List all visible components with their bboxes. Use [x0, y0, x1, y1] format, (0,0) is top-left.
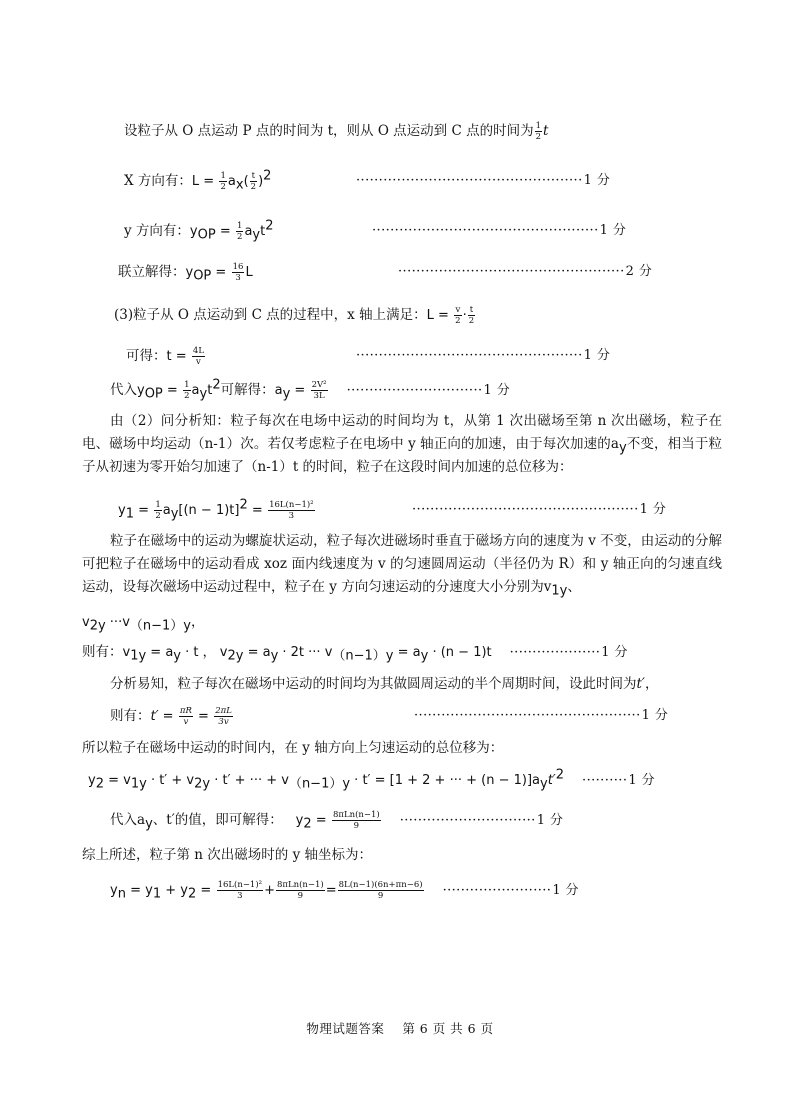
- eq: =: [162, 383, 178, 398]
- punct: ，: [645, 676, 659, 692]
- sub: y: [270, 648, 279, 664]
- sub: y: [170, 506, 179, 522]
- score: 1 分: [641, 708, 669, 723]
- sub: 2: [303, 816, 312, 832]
- score-leader: [347, 383, 511, 398]
- paren: (: [243, 174, 249, 189]
- label: y 方向有：: [124, 223, 190, 239]
- expr: · t′ + v: [146, 773, 195, 788]
- lhs: L =: [191, 174, 215, 189]
- var: y: [189, 224, 198, 239]
- sub: y: [145, 816, 153, 832]
- sub: y: [173, 648, 181, 664]
- frac-num: 16L(n−1)²: [269, 500, 314, 510]
- text: 可解得：: [220, 382, 275, 398]
- var: v: [82, 615, 90, 630]
- var: a: [191, 383, 200, 398]
- frac-den: v: [196, 357, 201, 367]
- page-number: 第 6 页 共 6 页: [402, 1021, 494, 1036]
- var: y: [137, 383, 145, 398]
- var: ···v: [105, 615, 130, 630]
- fraction: [232, 262, 245, 283]
- expr: · 2t ··· v: [278, 645, 333, 660]
- frac-num: 1: [184, 380, 190, 390]
- frac-den: 9: [353, 821, 360, 831]
- score: 1 分: [601, 645, 628, 660]
- score-leader: [356, 346, 610, 366]
- expr: = a: [243, 645, 271, 660]
- equation-velocities: [82, 642, 628, 663]
- eq: =: [290, 383, 306, 398]
- equation-y2-sum: [88, 767, 655, 792]
- line-text: (3)粒子从 O 点运动到 C 点的过程中，x 轴上满足：: [114, 307, 427, 323]
- sup: 2: [239, 497, 248, 513]
- frac-num: 8πLn(n−1): [332, 810, 380, 820]
- sub: 2y: [89, 618, 106, 634]
- paragraph-y-displacement: [82, 738, 503, 758]
- sub: 1: [152, 886, 162, 902]
- fraction: [268, 500, 315, 521]
- equation-y2-result: [110, 810, 563, 831]
- sub: x: [235, 177, 244, 193]
- expr: = v: [103, 773, 131, 788]
- label: 代入a: [110, 812, 146, 828]
- frac-num: 1: [220, 171, 226, 181]
- eq: =: [211, 265, 227, 280]
- equation-y1: [118, 497, 316, 522]
- label: 代入: [110, 382, 137, 398]
- expr: = a: [393, 645, 421, 660]
- score-leader: [582, 773, 655, 788]
- fraction: [338, 880, 424, 901]
- score: 1 分: [628, 773, 655, 788]
- page-footer: [0, 1019, 800, 1037]
- var: t: [260, 224, 266, 239]
- frac-den: 2: [468, 316, 475, 326]
- text-line-part3: [114, 305, 476, 326]
- para-text: 综上所述，粒子第 n 次出磁场时的 y 轴坐标为：: [82, 847, 372, 863]
- leader-dots: ····················: [509, 645, 601, 660]
- frac-num: 1: [535, 121, 542, 131]
- label: 可得：: [126, 348, 167, 364]
- fraction: [236, 221, 243, 242]
- var: y: [88, 773, 96, 788]
- fraction: [535, 121, 542, 142]
- frac-den: 3: [288, 511, 295, 521]
- equation-y-direction: [124, 218, 274, 243]
- frac-num: 16L(n−1)²: [217, 880, 263, 890]
- velocity-list: [82, 612, 205, 633]
- sub: 1: [125, 506, 134, 522]
- fraction: [192, 346, 205, 367]
- expr: · t′ = [1 + 2 + ··· + (n − 1)]a: [350, 773, 540, 788]
- expr: [(n − 1)t]: [178, 503, 240, 518]
- label: 则有：: [110, 708, 151, 724]
- score-leader: [398, 262, 652, 282]
- var-t: t: [543, 123, 549, 139]
- label: 则有：: [82, 644, 123, 660]
- sub: OP: [193, 268, 212, 284]
- leader-dots: ··················································: [398, 264, 625, 279]
- lhs: t′ =: [150, 709, 174, 724]
- score: 1 分: [552, 883, 579, 898]
- var: v: [122, 645, 131, 660]
- var: L: [245, 265, 253, 280]
- line-text: 设粒子从 O 点运动 P 点的时间为 t，则从 O 点运动到 C 点的时间为: [124, 123, 534, 139]
- sub: 2y: [227, 648, 244, 664]
- sub: 2y: [194, 776, 211, 792]
- paragraph-analysis-2: [82, 530, 722, 599]
- leader-dots: ··················································: [356, 348, 583, 363]
- frac-num: 4L: [192, 346, 204, 356]
- score-leader: [400, 813, 564, 828]
- var: y: [118, 503, 126, 518]
- lhs: t =: [166, 349, 187, 364]
- expr: · (n − 1)t: [428, 645, 492, 660]
- para-text: 粒子在磁场中的运动为螺旋状运动，粒子每次进磁场时垂直于磁场方向的速度为 v 不变，由运动的分解可把粒子在磁场中的运动看成 xoz 面内线速度为 v 的匀速圆周运动（半径仍为 R）和 y 轴正向的匀速直线运动，设每次磁场中运动过程中，粒子在 y 方向匀速运动的分速度大小分别为v: [82, 533, 722, 595]
- sub: 1y: [130, 776, 147, 792]
- frac-den: 2: [455, 316, 461, 326]
- var: t: [207, 383, 213, 398]
- frac-num: 2πL: [215, 706, 232, 716]
- footer-title: 物理试题答案: [306, 1021, 385, 1036]
- frac-den: 2: [220, 182, 226, 192]
- fraction: [468, 305, 475, 326]
- frac-num: πR: [179, 706, 192, 716]
- var: a: [244, 224, 253, 239]
- sub: （n−1）y: [332, 648, 394, 664]
- score-leader: [356, 171, 610, 191]
- paren: ): [258, 174, 264, 189]
- para-text: 不变，相当于粒子从初速为零开始匀加速了（n-1）t 的时间，粒子在这段时间内加速的总位移为：: [82, 436, 723, 475]
- para-text: 所以粒子在磁场中运动的时间内，在 y 轴方向上匀速运动的总位移为：: [82, 740, 504, 756]
- sub: 2: [187, 886, 197, 902]
- equation-x-direction: [124, 168, 272, 193]
- frac-den: 3v: [218, 717, 229, 727]
- fraction: [454, 305, 461, 326]
- eq: =: [133, 503, 150, 518]
- score: 1 分: [483, 383, 511, 398]
- equation-t-prime: [110, 706, 234, 727]
- para-text: 由（2）问分析知：粒子每次在电场中运动的时间均为 t，从第 1 次出磁场至第 n 次出磁场，粒子在电、磁场中均运动（n-1）次。若仅考虑粒子在电场中 y 轴正向的加速，由于每次加速的a: [82, 413, 722, 452]
- text-line-time-definition: [124, 121, 548, 142]
- frac-den: 9: [297, 891, 304, 901]
- eq: =: [196, 883, 212, 898]
- frac-den: 2: [250, 182, 257, 192]
- var: a: [162, 503, 171, 518]
- frac-num: v: [455, 305, 461, 315]
- fraction: [183, 380, 190, 401]
- leader-dots: ······························: [346, 383, 483, 398]
- frac-num: 1: [155, 500, 161, 510]
- var: y: [185, 265, 194, 280]
- sub: （n−1）y: [288, 776, 351, 792]
- score: 1 分: [599, 223, 627, 238]
- frac-den: 3: [235, 273, 241, 283]
- expr: · t′ + ··· + v: [210, 773, 289, 788]
- expr: · t ，: [181, 645, 216, 660]
- fraction: [179, 706, 193, 727]
- fraction: [214, 706, 233, 727]
- score-leader: [510, 645, 628, 660]
- equation-ay: [110, 377, 511, 402]
- sub: （n−1）y: [129, 618, 192, 634]
- fraction: [219, 171, 226, 192]
- leader-dots: ··················································: [414, 708, 641, 723]
- var: y: [295, 813, 304, 828]
- leader-dots: ··················································: [372, 223, 599, 238]
- leader-dots: ······························: [399, 813, 536, 828]
- label: 联立解得：: [118, 264, 186, 280]
- equation-solve-yop: [118, 262, 253, 283]
- score-leader: [372, 221, 626, 241]
- sub: OP: [197, 227, 216, 243]
- frac-den: 2: [535, 132, 542, 142]
- frac-den: v: [183, 717, 189, 727]
- frac-den: 2: [184, 391, 190, 401]
- punct: ，: [191, 614, 205, 630]
- frac-num: 16: [232, 262, 244, 272]
- fraction: [311, 380, 328, 401]
- frac-num: 2V²: [311, 380, 327, 390]
- var: t′: [636, 676, 645, 692]
- eq: =: [193, 709, 209, 724]
- frac-num: 8L(n−1)(6n+πn−6): [338, 880, 423, 890]
- frac-num: 8πLn(n−1): [276, 880, 324, 890]
- text: 、t′的值，即可解得：: [152, 812, 283, 828]
- para-text: 、: [567, 579, 581, 595]
- sub: y: [252, 227, 261, 243]
- leader-dots: ··················································: [412, 502, 639, 517]
- paragraph-period: [110, 674, 659, 694]
- frac-den: 9: [377, 891, 384, 901]
- frac-den: 2: [237, 232, 243, 242]
- expr: t′: [547, 773, 556, 788]
- frac-num: t: [469, 305, 474, 315]
- sup: 2: [265, 218, 274, 234]
- sub: 2: [95, 776, 104, 792]
- fraction: [332, 810, 381, 831]
- score: 1 分: [536, 813, 564, 828]
- var: a: [274, 383, 283, 398]
- score-leader: [443, 883, 579, 898]
- eq: =: [325, 883, 337, 898]
- frac-den: 3L: [313, 391, 325, 401]
- expr: = y: [125, 883, 153, 898]
- score: 2 分: [625, 264, 653, 279]
- frac-den: 3: [237, 891, 243, 901]
- equation-t: [126, 346, 206, 367]
- frac-den: 2: [155, 511, 161, 521]
- label: X 方向有：: [124, 173, 192, 189]
- expr: + y: [161, 883, 188, 898]
- sub: y: [539, 776, 548, 792]
- sup: 2: [555, 767, 565, 783]
- paragraph-analysis-1: [82, 410, 722, 479]
- score: 1 分: [583, 348, 611, 363]
- sup: 2: [263, 168, 272, 184]
- plus: +: [264, 883, 275, 898]
- eq: =: [215, 224, 231, 239]
- var: y: [110, 883, 118, 898]
- equation-yn-final: [110, 880, 579, 901]
- leader-dots: ··········: [582, 773, 628, 788]
- sub: 1y: [551, 583, 568, 599]
- fraction: [250, 171, 257, 192]
- var: a: [227, 174, 236, 189]
- leader-dots: ························: [442, 883, 552, 898]
- eq: =: [247, 503, 263, 518]
- eq: =: [311, 813, 327, 828]
- lhs: L =: [426, 308, 449, 323]
- sub: y: [199, 386, 208, 402]
- sub: y: [618, 440, 627, 456]
- score: 1 分: [639, 502, 667, 517]
- fraction: [217, 880, 264, 901]
- para-text: 分析易知，粒子每次在磁场中运动的时间均为其做圆周运动的半个周期时间，设此时间为: [110, 676, 637, 692]
- fraction: [154, 500, 161, 521]
- leader-dots: ··················································: [356, 173, 583, 188]
- sub: OP: [144, 386, 163, 402]
- sub: y: [282, 386, 291, 402]
- sub: y: [420, 648, 429, 664]
- score-leader: [414, 706, 668, 726]
- frac-num: t: [251, 171, 256, 181]
- score: 1 分: [583, 173, 611, 188]
- sup: 2: [212, 377, 221, 393]
- paragraph-summary: [82, 845, 372, 865]
- frac-num: 1: [237, 221, 243, 231]
- sub: n: [117, 886, 126, 902]
- expr: = a: [146, 645, 174, 660]
- fraction: [276, 880, 325, 901]
- dot: ·: [462, 308, 467, 323]
- sub: 1y: [130, 648, 147, 664]
- var: v: [215, 645, 228, 660]
- score-leader: [412, 500, 666, 520]
